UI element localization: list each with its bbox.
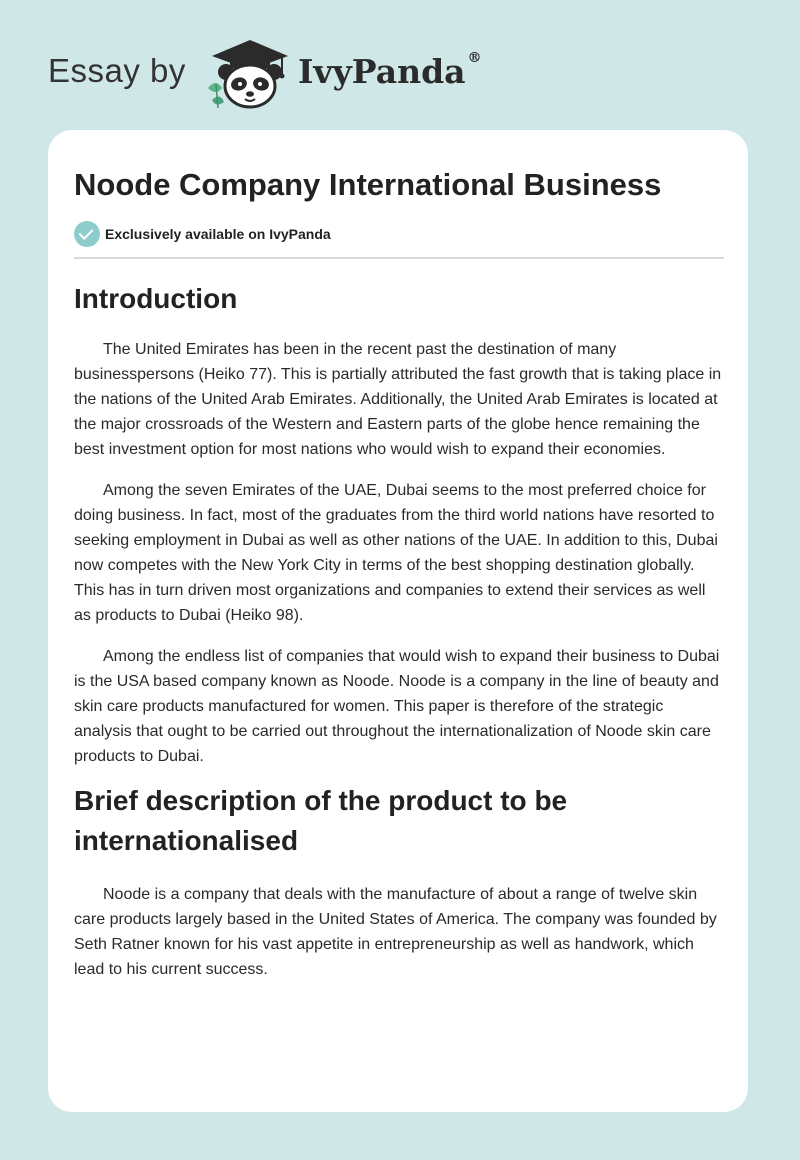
brand-header [48, 34, 508, 110]
paragraph: The United Emirates has been in the recent past the destination of many businesspersons (Heiko 77). This is partially attributed the fast growth that is taking place in the nations of the United Arab Emirates. Additionally, the United Arab Emirates is located at the major crossroads of the Western and Eastern parts of the globe hence remaining the best investment option for most nations who would wish to expand their economies. [74, 341, 722, 458]
essay-content [74, 130, 724, 982]
panda-logo-icon [202, 34, 296, 110]
brand-name [298, 52, 482, 91]
essay-card [48, 130, 748, 1112]
paragraph: Noode is a company that deals with the manufacture of about a range of twelve skin care products largely based in the United States of America. The company was founded by Seth Ratner known for his vast appetite in entrepreneurship as well as handwork, which lead to his current success. [74, 886, 717, 978]
section-heading-product-description: Brief description of the product to be internationalised [74, 785, 568, 856]
check-circle-icon [74, 221, 100, 247]
badge-text: Exclusively available on IvyPanda [105, 226, 331, 242]
paragraph: Among the endless list of companies that would wish to expand their business to Dubai is the USA based company known as Noode. Noode is a company in the line of beauty and skin care products manufactured for women. This paper is therefore of the strategic analysis that ought to be carried out throughout the internationalization of Noode skin care products to Dubai. [74, 648, 720, 765]
divider [74, 257, 724, 259]
registered-mark: ® [467, 50, 482, 66]
brand-prefix: Essay by [48, 52, 186, 89]
brand-name-text: IvyPanda [298, 52, 466, 91]
paragraph: Among the seven Emirates of the UAE, Dubai seems to the most preferred choice for doing business. In fact, most of the graduates from the third world nations have resorted to seeking employment in Dubai as well as other nations of the UAE. In addition to this, Dubai now competes with the New York City in terms of the best shopping destination globally. This has in turn driven most organizations and companies to extend their services as well as products to Dubai (Heiko 98). [74, 482, 718, 624]
section-heading-introduction: Introduction [74, 283, 238, 314]
page-title: Noode Company International Business [74, 167, 662, 202]
exclusive-badge [74, 221, 724, 247]
